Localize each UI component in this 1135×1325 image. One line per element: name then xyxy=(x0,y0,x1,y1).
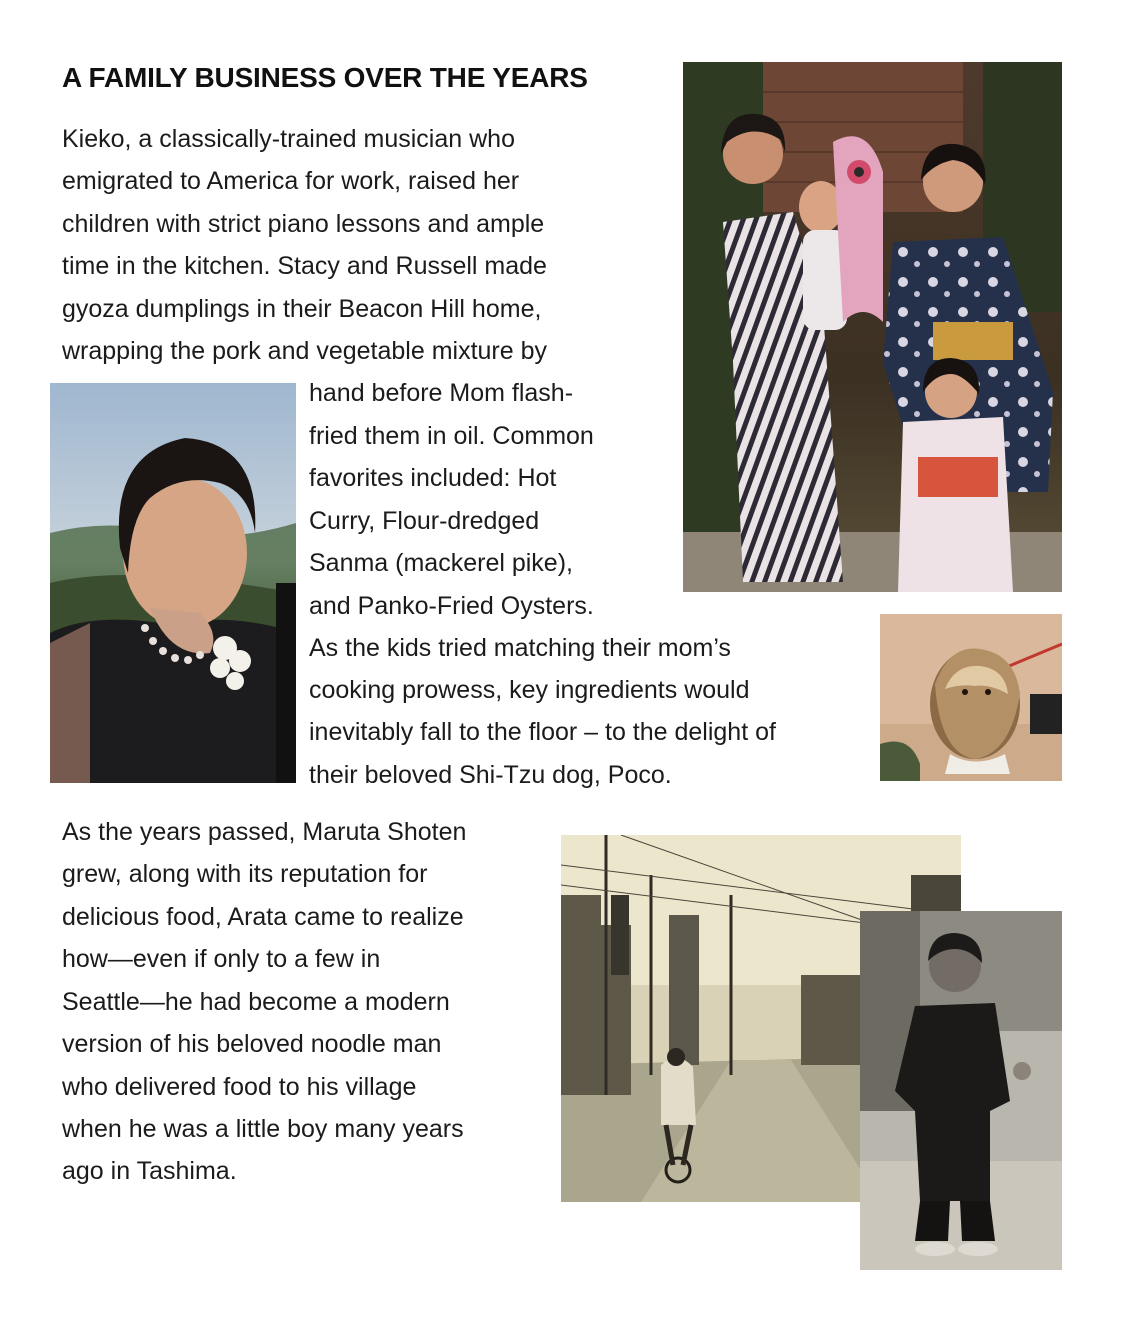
text-line: version of his beloved noodle man xyxy=(62,1030,442,1058)
text-line: emigrated to America for work, raised her xyxy=(62,167,520,195)
young-arata-photo xyxy=(860,911,1062,1270)
poco-dog-photo xyxy=(880,614,1062,781)
text-line: inevitably fall to the floor – to the delight of xyxy=(309,718,776,746)
text-line: grew, along with its reputation for xyxy=(62,860,428,888)
text-line: who delivered food to his village xyxy=(62,1073,417,1101)
text-line: when he was a little boy many years xyxy=(62,1115,464,1143)
text-line: time in the kitchen. Stacy and Russell made xyxy=(62,252,547,280)
text-line: cooking prowess, key ingredients would xyxy=(309,676,750,704)
text-line: fried them in oil. Common xyxy=(309,422,594,450)
text-line: hand before Mom flash- xyxy=(309,379,574,407)
text-line: their beloved Shi-Tzu dog, Poco. xyxy=(309,761,672,789)
family-kimono-photo xyxy=(683,62,1062,592)
text-line: As the kids tried matching their mom’s xyxy=(309,634,731,662)
text-line: Seattle—he had become a modern xyxy=(62,988,450,1016)
text-line: Kieko, a classically-trained musician who xyxy=(62,125,515,153)
text-line: ago in Tashima. xyxy=(62,1157,237,1185)
kieko-portrait-photo xyxy=(50,383,296,783)
text-line: gyoza dumplings in their Beacon Hill home, xyxy=(62,295,542,323)
text-line: and Panko-Fried Oysters. xyxy=(309,592,594,620)
text-line: Curry, Flour-dredged xyxy=(309,507,540,535)
text-line: children with strict piano lessons and ample xyxy=(62,210,545,238)
page-title: A FAMILY BUSINESS OVER THE YEARS xyxy=(62,62,588,93)
text-line: how—even if only to a few in xyxy=(62,945,381,973)
text-line: favorites included: Hot xyxy=(309,464,557,492)
text-line: As the years passed, Maruta Shoten xyxy=(62,818,467,846)
text-line: wrapping the pork and vegetable mixture by xyxy=(62,337,548,365)
text-line: delicious food, Arata came to realize xyxy=(62,903,464,931)
text-line: Sanma (mackerel pike), xyxy=(309,549,573,577)
